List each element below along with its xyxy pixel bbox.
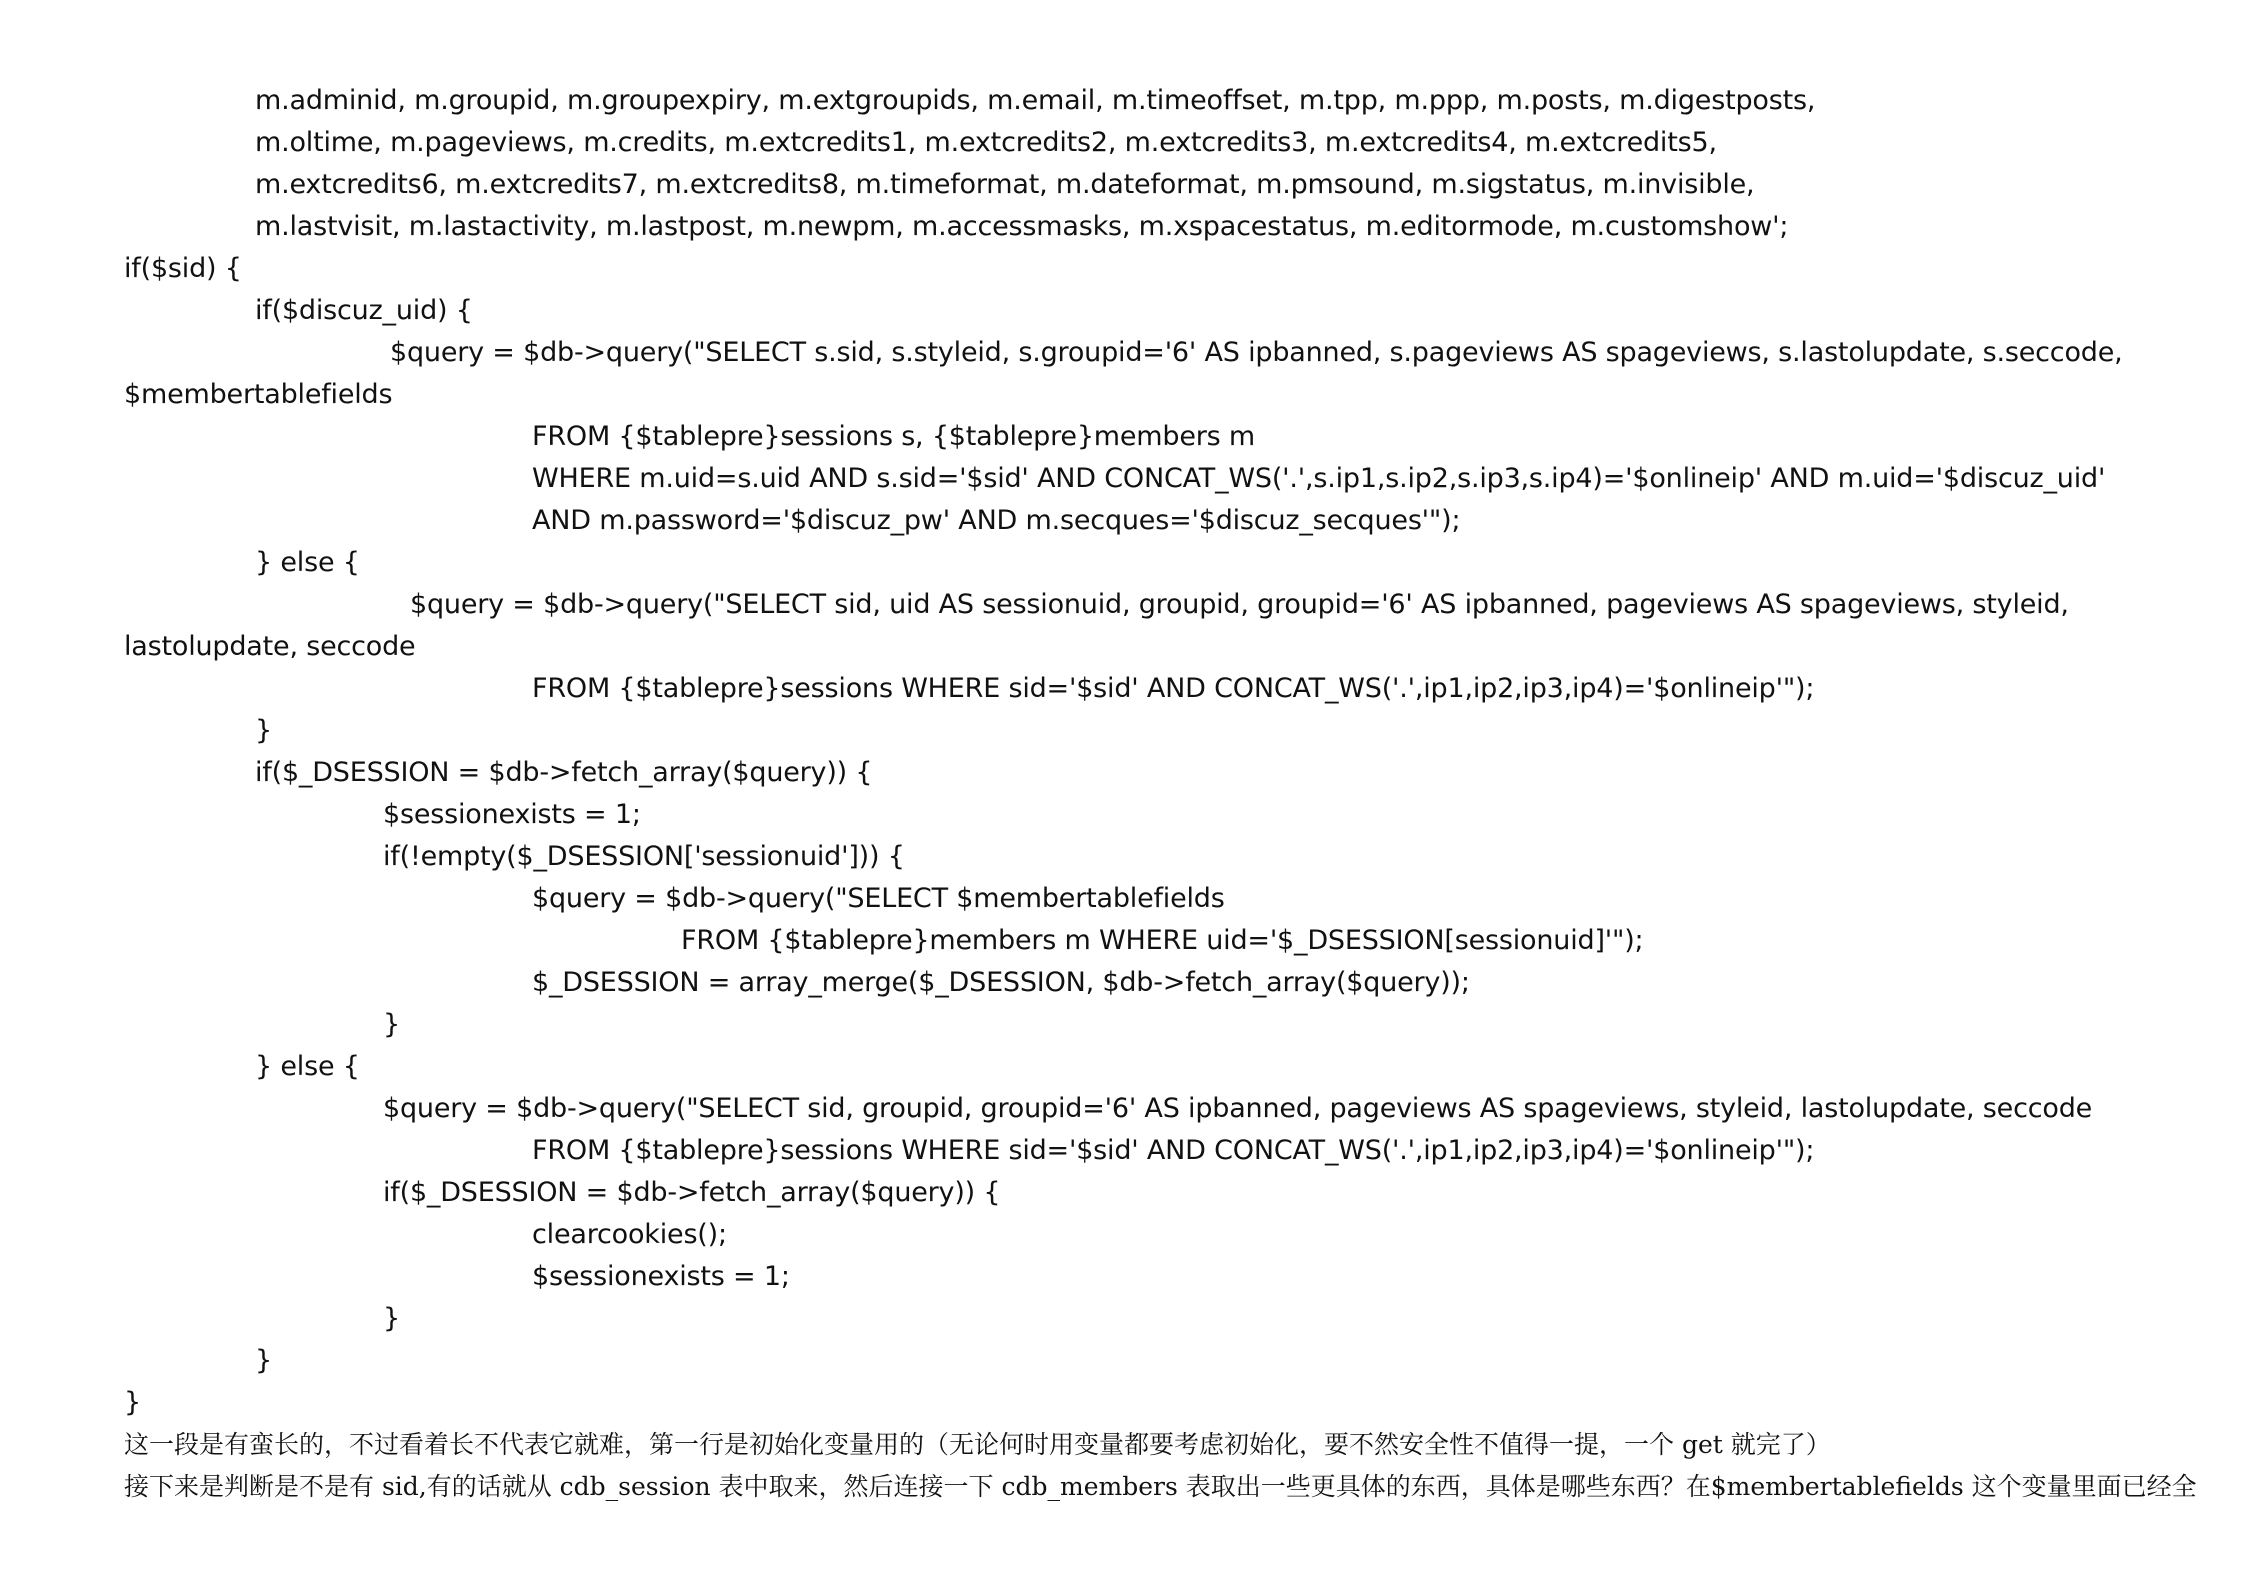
code-line: FROM {$tablepre}sessions WHERE sid='$sid' AND CONCAT_WS('.',ip1,ip2,ip3,ip4)='$onlineip'"); (532, 673, 1815, 704)
code-line: clearcookies(); (532, 1219, 727, 1250)
code-line: $sessionexists = 1; (532, 1261, 790, 1292)
code-line: m.lastvisit, m.lastactivity, m.lastpost, m.newpm, m.accessmasks, m.xspacestatus, m.editormode, m.customshow'; (255, 211, 1789, 242)
code-line: } (255, 715, 272, 746)
code-line: WHERE m.uid=s.uid AND s.sid='$sid' AND CONCAT_WS('.',s.ip1,s.ip2,s.ip3,s.ip4)='$onlineip' AND m.uid='$discuz_uid' (532, 463, 2106, 494)
code-line: $query = $db->query("SELECT sid, uid AS sessionuid, groupid, groupid='6' AS ipbanned, pageviews AS spageviews, styleid, (410, 589, 2069, 620)
code-line: if($_DSESSION = $db->fetch_array($query)) { (383, 1177, 1001, 1208)
code-line: FROM {$tablepre}sessions WHERE sid='$sid' AND CONCAT_WS('.',ip1,ip2,ip3,ip4)='$onlineip'"); (532, 1135, 1815, 1166)
paragraph-line: 这一段是有蛮长的，不过看着长不代表它就难，第一行是初始化变量用的（无论何时用变量都要考虑初始化，要不然安全性不值得一提，一个 get 就完了） (124, 1430, 1831, 1459)
code-line: $query = $db->query("SELECT $membertablefields (532, 883, 1225, 914)
code-line: $sessionexists = 1; (383, 799, 641, 830)
code-line: if($discuz_uid) { (255, 295, 473, 326)
code-line: } (255, 1345, 272, 1376)
code-line: lastolupdate, seccode (124, 631, 416, 662)
code-line: m.extcredits6, m.extcredits7, m.extcredits8, m.timeformat, m.dateformat, m.pmsound, m.sigstatus, m.invisible, (255, 169, 1755, 200)
code-line: $membertablefields (124, 379, 393, 410)
code-line: $query = $db->query("SELECT sid, groupid, groupid='6' AS ipbanned, pageviews AS spageviews, styleid, lastolupdate, seccode (383, 1093, 2093, 1124)
code-line: } else { (255, 1051, 360, 1082)
code-line: if($sid) { (124, 253, 242, 284)
code-line: m.oltime, m.pageviews, m.credits, m.extcredits1, m.extcredits2, m.extcredits3, m.extcredits4, m.extcredits5, (255, 127, 1717, 158)
code-line: } else { (255, 547, 360, 578)
code-line: } (383, 1009, 400, 1040)
code-line: FROM {$tablepre}sessions s, {$tablepre}members m (532, 421, 1256, 452)
code-line: AND m.password='$discuz_pw' AND m.secques='$discuz_secques'"); (532, 505, 1461, 536)
code-line: if(!empty($_DSESSION['sessionuid'])) { (383, 841, 905, 872)
code-line: if($_DSESSION = $db->fetch_array($query)) { (255, 757, 873, 788)
paragraph-line: 接下来是判断是不是有 sid,有的话就从 cdb_session 表中取来，然后连接一下 cdb_members 表取出一些更具体的东西，具体是哪些东西？在$membertablefields 这个变量里面已经全 (124, 1472, 2197, 1501)
code-line: $_DSESSION = array_merge($_DSESSION, $db->fetch_array($query)); (532, 967, 1470, 998)
code-line: } (383, 1303, 400, 1334)
code-line: $query = $db->query("SELECT s.sid, s.styleid, s.groupid='6' AS ipbanned, s.pageviews AS spageviews, s.lastolupdate, s.seccode, (390, 337, 2123, 368)
code-line: FROM {$tablepre}members m WHERE uid='$_DSESSION[sessionuid]'"); (681, 925, 1644, 956)
code-line: } (124, 1387, 141, 1418)
code-line: m.adminid, m.groupid, m.groupexpiry, m.extgroupids, m.email, m.timeoffset, m.tpp, m.ppp, m.posts, m.digestposts, (255, 85, 1816, 116)
